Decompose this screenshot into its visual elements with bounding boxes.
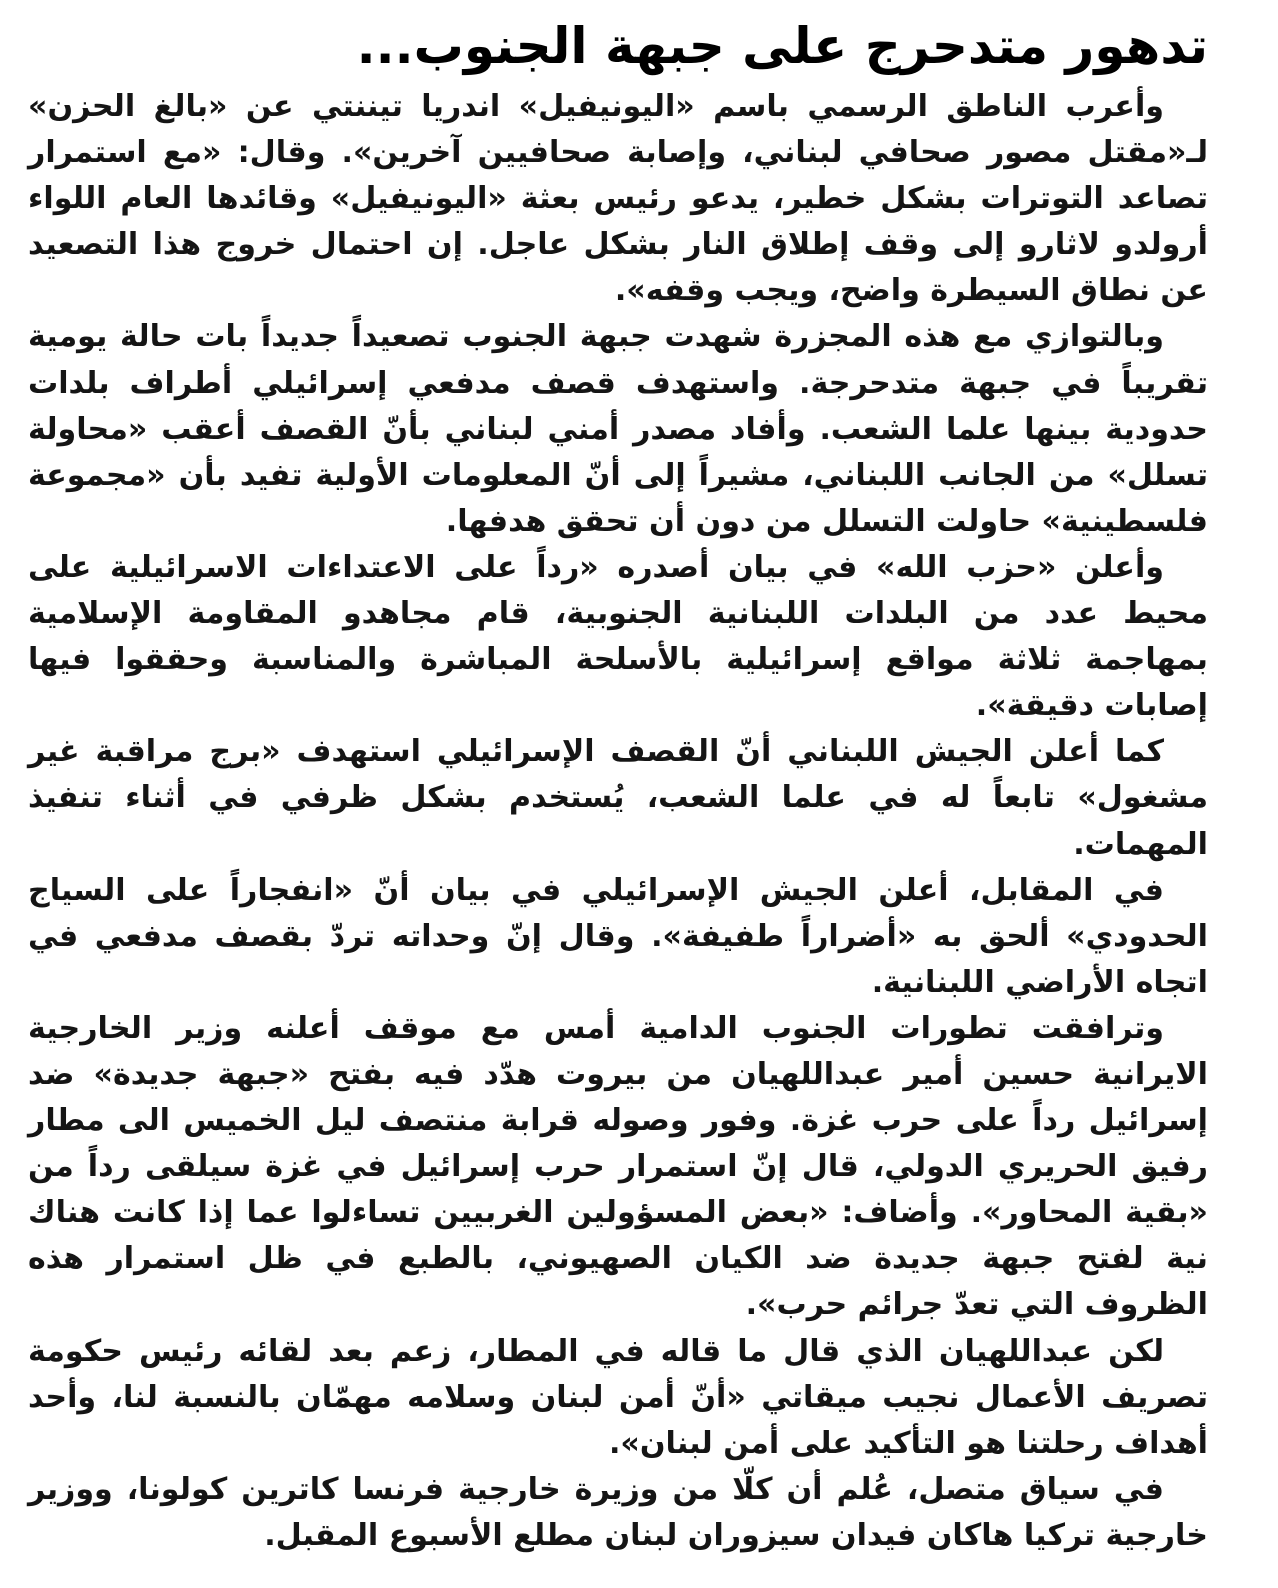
paragraph-iranian-minister-visit: وترافقت تطورات الجنوب الدامية أمس مع موقف أعلنه وزير الخارجية الايرانية حسين أمير عبداللهيان من بيروت هدّد فيه بفتح «جبهة جديدة» ضد إسرائيل رداً على حرب غزة. وفور وصوله قرابة منتصف ليل الخميس الى مطار رفيق الحريري الدولي، قال إنّ استمرار حرب إسرائيل في غزة سيلقى رداً من «بقية المحاور». وأضاف: «بعض المسؤولين الغربيين تساءلوا عما إذا كانت هناك نية لفتح جبهة جديدة ضد الكيان الصهيوني، بالطبع في ظل استمرار هذه الظروف التي تعدّ جرائم حرب». [28, 1010, 1208, 1323]
paragraph-unifil-statement: وأعرب الناطق الرسمي باسم «اليونيفيل» اندريا تيننتي عن «بالغ الحزن» لـ«مقتل مصور صحافي لبناني، وإصابة صحافيين آخرين». وقال: «مع استمرار تصاعد التوترات بشكل خطير، يدعو رئيس بعثة «اليونيفيل» وقائدها العام اللواء أرولدو لاثارو إلى وقف إطلاق النار بشكل عاجل. إن احتمال خروج هذا التصعيد عن نطاق السيطرة واضح، ويجب وقفه». [28, 89, 1208, 309]
article-headline: تدهور متدحرج على جبهة الجنوب... [356, 17, 1208, 75]
paragraph-hezbollah-statement: وأعلن «حزب الله» في بيان أصدره «رداً على الاعتداءات الاسرائيلية على محيط عدد من البلدات اللبنانية الجنوبية، قام مجاهدو المقاومة الإسلامية بمهاجمة ثلاثة مواقع إسرائيلية بالأسلحة المباشرة والمناسبة وحققوا فيها إصابات دقيقة». [28, 549, 1208, 724]
paragraph-israeli-army-statement: في المقابل، أعلن الجيش الإسرائيلي في بيان أنّ «انفجاراً على السياج الحدودي» ألحق به «أضراراً طفيفة». وقال إنّ وحداته تردّ بقصف مدفعي في اتجاه الأراضي اللبنانية. [28, 872, 1208, 1000]
paragraph-southern-front-escalation: وبالتوازي مع هذه المجزرة شهدت جبهة الجنوب تصعيداً جديداً بات حالة يومية تقريباً في جبهة متدحرجة. واستهدف قصف مدفعي إسرائيلي أطراف بلدات حدودية بينها علما الشعب. وأفاد مصدر أمني لبناني بأنّ القصف أعقب «محاولة تسلل» من الجانب اللبناني، مشيراً إلى أنّ المعلومات الأولية تفيد بأن «مجموعة فلسطينية» حاولت التسلل من دون أن تحقق هدفها. [28, 319, 1208, 539]
newspaper-article [28, 14, 1208, 1574]
paragraph-upcoming-visits: في سياق متصل، عُلم أن كلّا من وزيرة خارجية فرنسا كاترين كولونا، ووزير خارجية تركيا هاكان فيدان سيزوران لبنان مطلع الأسبوع المقبل. [28, 1471, 1208, 1553]
paragraph-lebanese-army-statement: كما أعلن الجيش اللبناني أنّ القصف الإسرائيلي استهدف «برج مراقبة غير مشغول» تابعاً له في علما الشعب، يُستخدم بشكل ظرفي في أثناء تنفيذ المهمات. [28, 734, 1208, 862]
article-body [28, 84, 1208, 1559]
paragraph-meeting-mikati: لكن عبداللهيان الذي قال ما قاله في المطار، زعم بعد لقائه رئيس حكومة تصريف الأعمال نجيب ميقاتي «أنّ أمن لبنان وسلامه مهمّان بالنسبة لنا، وأحد أهداف رحلتنا هو التأكيد على أمن لبنان». [28, 1333, 1208, 1461]
